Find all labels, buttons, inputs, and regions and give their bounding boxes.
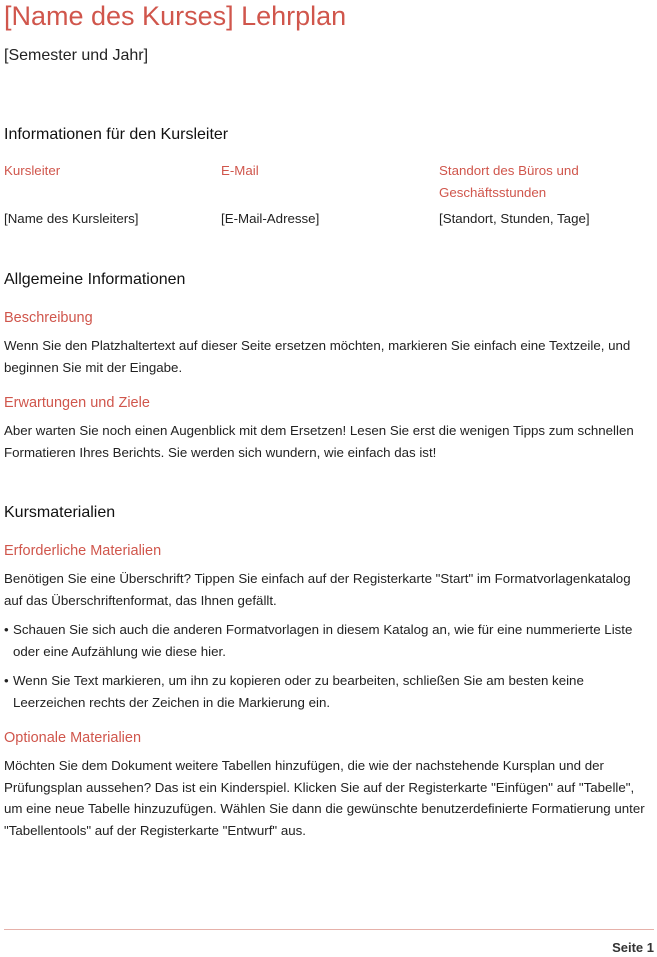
description-heading: Beschreibung [4,310,93,326]
instructor-label: Kursleiter [4,163,61,178]
general-heading: Allgemeine Informationen [4,271,186,288]
instructor-name-value: [Name des Kursleiters] [4,211,139,226]
document-title: [Name des Kurses] Lehrplan [4,1,347,31]
office-value: [Standort, Stunden, Tage] [439,211,590,226]
list-item [4,670,649,713]
email-value: [E-Mail-Adresse] [221,211,320,226]
list-item-text: Wenn Sie Text markieren, um ihn zu kopieren oder zu bearbeiten, schließen Sie am besten keine Leerzeichen rechts der Zeichen in die Markierung ein. [13,673,584,710]
document-subtitle: [Semester und Jahr] [4,47,149,64]
email-label: E-Mail [221,163,259,178]
bullet-icon: • [4,622,9,637]
required-materials-text: Benötigen Sie eine Überschrift? Tippen Sie einfach auf der Registerkarte "Start" im Formatvorlagenkatalog auf das Überschriftenformat, das Ihnen gefällt. [4,571,631,608]
document-page [4,0,654,957]
office-label: Standort des Büros und Geschäftsstunden [439,163,579,200]
materials-heading: Kursmaterialien [4,504,116,521]
optional-materials-heading: Optionale Materialien [4,730,142,746]
footer-divider [4,929,654,930]
expectations-heading: Erwartungen und Ziele [4,395,150,411]
list-item [4,619,649,662]
list-item-text: Schauen Sie sich auch die anderen Formatvorlagen in diesem Katalog an, wie für eine nummerierte Liste oder eine Aufzählung wie diese hier. [13,622,633,659]
description-text: Wenn Sie den Platzhaltertext auf dieser Seite ersetzen möchten, markieren Sie einfach eine Textzeile, und beginnen Sie mit der Eingabe. [4,338,631,375]
expectations-text: Aber warten Sie noch einen Augenblick mit dem Ersetzen! Lesen Sie erst die wenigen Tipps zum schnellen Formatieren Ihres Berichts. Sie werden sich wundern, wie einfach das ist! [4,423,634,460]
required-materials-heading: Erforderliche Materialien [4,543,162,559]
bullet-icon: • [4,673,9,688]
page-number: Seite 1 [612,940,654,955]
optional-materials-text: Möchten Sie dem Dokument weitere Tabellen hinzufügen, die wie der nachstehende Kursplan und der Prüfungsplan aussehen? Das ist ein Kinderspiel. Klicken Sie auf der Registerkarte "Einfügen" auf "Tabelle", um eine neue Tabelle hinzuzufügen. Wählen Sie dann die gewünschte benutzerdefinierte Formatierung unter "Tabellentools" auf der Registerkarte "Entwurf" aus. [4,758,645,838]
instructor-heading: Informationen für den Kursleiter [4,126,229,143]
